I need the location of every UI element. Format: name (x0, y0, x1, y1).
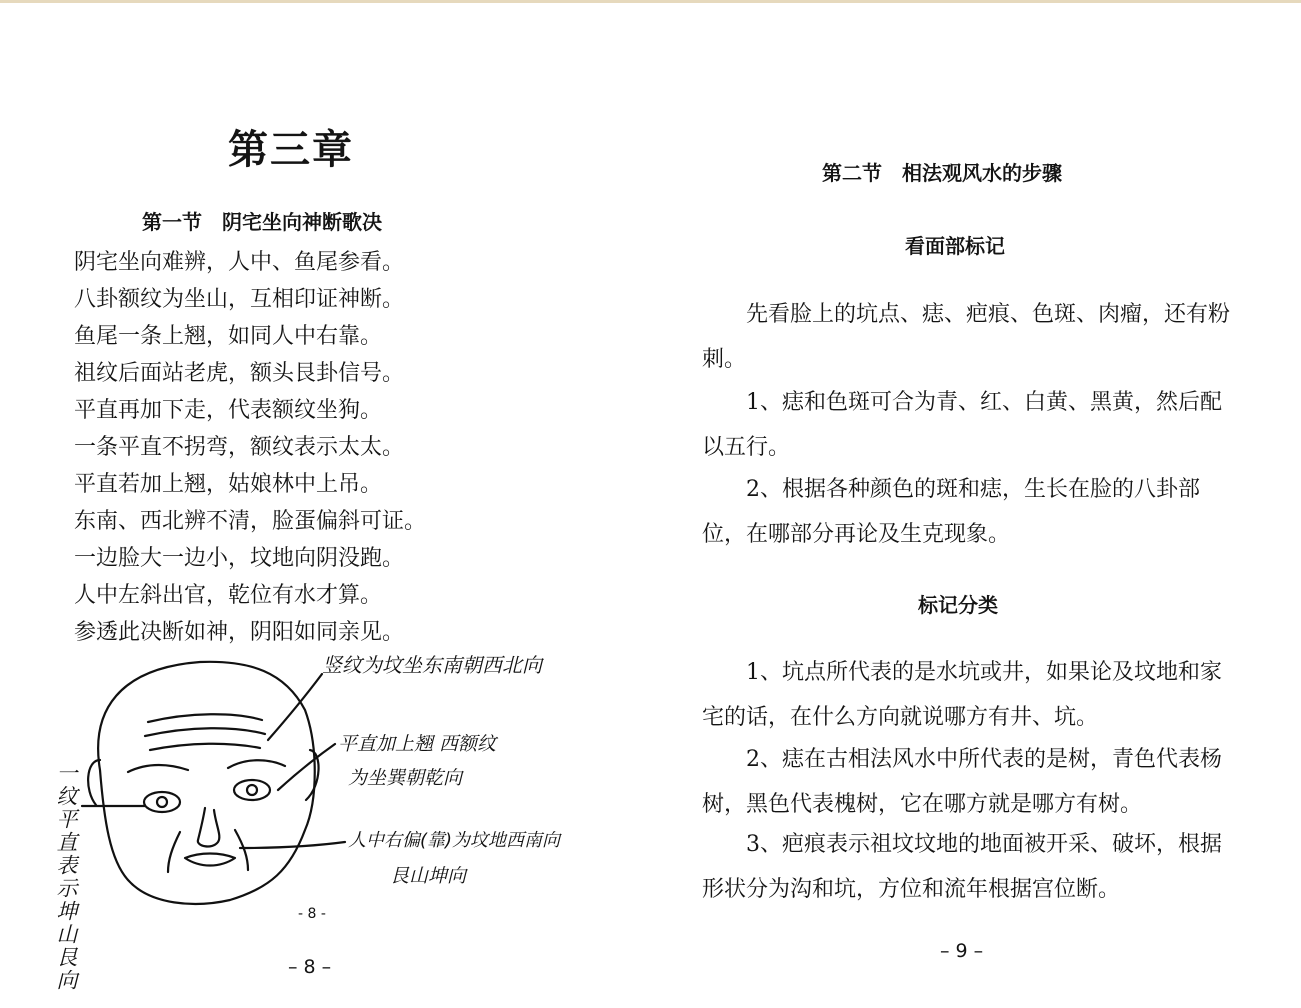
annotation-vertical: 一纹平直表示坤山艮向 (54, 762, 78, 992)
paragraph: 1、坑点所代表的是水坑或井，如果论及坟地和家宅的话，在什么方向就说哪方有井、坑。 (702, 660, 1222, 730)
left-page (0, 0, 650, 1008)
cheek-line (168, 832, 180, 872)
section-title-2: 第二节 相法观风水的步骤 (822, 161, 1062, 185)
left-eyebrow (128, 765, 188, 772)
forehead-line (145, 728, 265, 736)
right-eyebrow (228, 760, 285, 768)
right-eye (234, 780, 270, 800)
left-ear (88, 760, 100, 805)
paragraph: 3、疤痕表示祖坟坟地的地面被开采、破坏，根据形状分为沟和坑，方位和流年根据宫位断。 (702, 832, 1222, 902)
cheek-line (235, 830, 248, 870)
verse-line: 人中左斜出官，乾位有水才算。 (74, 583, 383, 608)
paragraph: 先看脸上的坑点、痣、疤痕、色斑、肉瘤，还有粉刺。 (702, 302, 1231, 372)
verse-line: 参透此决断如神，阴阳如同亲见。 (74, 620, 405, 645)
verse-line: 祖纹后面站老虎，额头艮卦信号。 (74, 361, 405, 386)
right-page (650, 0, 1301, 1008)
annotation-mouth-2: 艮山坤向 (390, 865, 467, 887)
page-number-right: – 9 – (940, 940, 984, 962)
pointer-line (268, 674, 322, 740)
verse-line: 东南、西北辨不清，脸蛋偏斜可证。 (74, 509, 427, 534)
verse-line: 平直再加下走，代表额纹坐狗。 (74, 398, 383, 423)
verse-line: 平直若加上翘，姑娘林中上吊。 (74, 472, 383, 497)
inner-page-number: - 8 - (298, 906, 326, 922)
verse-line: 一条平直不拐弯，额纹表示太太。 (74, 435, 405, 460)
pointer-line (278, 744, 335, 790)
right-pupil (247, 785, 257, 795)
paragraph: 2、痣在古相法风水中所代表的是树，青色代表杨树，黑色代表槐树，它在哪方就是哪方有树。 (702, 747, 1222, 817)
annotation-eye-2: 为坐巽朝乾向 (348, 767, 463, 789)
section-title-1: 第一节 阴宅坐向神断歌决 (142, 210, 382, 234)
left-pupil (157, 797, 167, 807)
forehead-line (148, 714, 262, 722)
page-number-left: – 8 – (288, 956, 332, 978)
face-outline (98, 662, 315, 904)
nose (198, 808, 220, 846)
verse-line: 鱼尾一条上翘，如同人中右靠。 (74, 324, 383, 349)
annotation-mouth-1: 人中右偏(靠)为坟地西南向 (348, 830, 561, 851)
verse-line: 八卦额纹为坐山，互相印证神断。 (74, 287, 405, 312)
annotation-eye-1: 平直加上翘 西额纹 (338, 733, 497, 755)
forehead-line (150, 744, 260, 750)
heading-face-marks: 看面部标记 (905, 234, 1005, 258)
heading-mark-categories: 标记分类 (918, 593, 998, 617)
verse-line: 阴宅坐向难辨，人中、鱼尾参看。 (74, 250, 405, 275)
mouth (185, 854, 235, 866)
paragraph: 1、痣和色斑可合为青、红、白黄、黑黄，然后配以五行。 (702, 390, 1222, 460)
chapter-title: 第三章 (228, 126, 354, 173)
left-eye (144, 792, 180, 812)
paragraph: 2、根据各种颜色的斑和痣，生长在脸的八卦部位，在哪部分再论及生克现象。 (702, 477, 1200, 547)
annotation-forehead: 竖纹为坟坐东南朝西北向 (322, 653, 542, 677)
face-diagram (0, 0, 650, 1008)
verse-line: 一边脸大一边小，坟地向阴没跑。 (74, 546, 405, 571)
pointer-line (240, 842, 345, 848)
